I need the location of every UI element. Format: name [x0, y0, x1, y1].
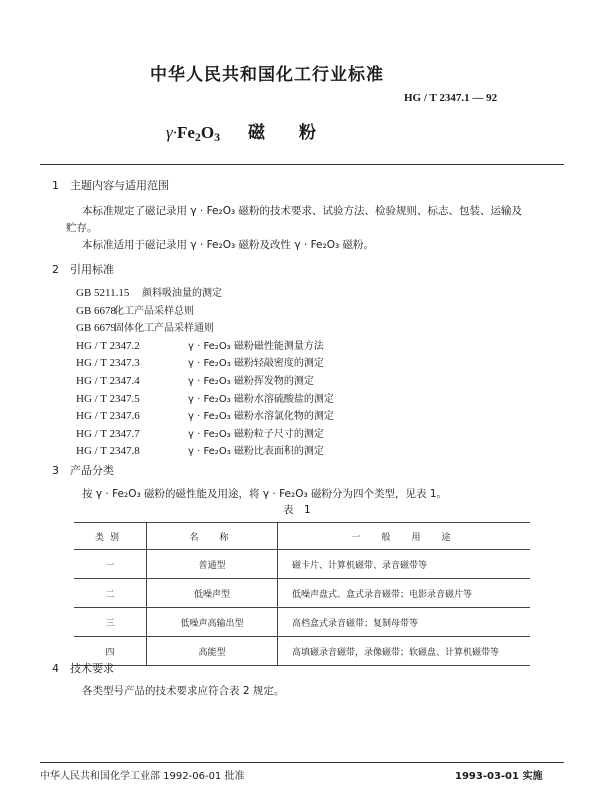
reference-title: 颜料吸油量的测定 — [142, 288, 222, 299]
table-row — [74, 608, 530, 637]
table-row — [74, 579, 530, 608]
section-2-heading: 2 引用标准 — [52, 263, 114, 276]
reference-code: HG / T 2347.6 — [76, 410, 140, 423]
cell-name: 低噪声高输出型 — [147, 608, 278, 637]
col-name-header: 名 称 — [147, 523, 278, 550]
section-1-para1-line1: 本标准规定了磁记录用 γ · Fe₂O₃ 磁粉的技术要求、试验方法、检验规则、标志、包装、运输及 — [82, 205, 523, 217]
reference-code: HG / T 2347.3 — [76, 357, 140, 370]
reference-code: GB 6678 — [76, 304, 117, 317]
reference-code: GB 6679 — [76, 322, 117, 335]
cell-usage: 磁卡片、计算机磁带、录音磁带等 — [278, 550, 531, 579]
reference-item — [76, 372, 314, 387]
reference-item — [76, 354, 324, 369]
effective-date: 1993-03-01 实施 — [455, 771, 543, 782]
reference-code: GB 5211.15 — [76, 287, 130, 299]
reference-item — [76, 425, 324, 440]
reference-code: HG / T 2347.2 — [76, 339, 140, 352]
reference-item — [76, 302, 194, 317]
o-symbol: O — [200, 123, 215, 142]
reference-title: γ · Fe₂O₃ 磁粉水溶氯化物的测定 — [188, 411, 334, 423]
reference-title: γ · Fe₂O₃ 磁粉磁性能测量方法 — [188, 340, 324, 352]
cell-category: 三 — [74, 608, 147, 637]
section-3-para: 按 γ · Fe₂O₃ 磁粉的磁性能及用途，将 γ · Fe₂O₃ 磁粉分为四个类型，见表 1。 — [82, 488, 448, 500]
reference-item — [76, 407, 334, 422]
section-4-heading: 4 技术要求 — [52, 662, 114, 675]
reference-title: γ · Fe₂O₃ 磁粉轻敲密度的测定 — [188, 358, 324, 370]
cell-name: 高能型 — [147, 637, 278, 666]
fe-symbol: Fe — [176, 123, 195, 142]
cell-usage: 高填磁录音磁带，录像磁带；软磁盘、计算机磁带等 — [278, 637, 531, 666]
product-classification-table — [74, 522, 530, 666]
header-divider — [40, 164, 564, 165]
title-chinese: 磁 粉 — [248, 123, 317, 143]
reference-title: γ · Fe₂O₃ 磁粉挥发物的测定 — [188, 376, 314, 387]
reference-code: HG / T 2347.4 — [76, 375, 140, 387]
reference-title: γ · Fe₂O₃ 磁粉水溶硫酸盐的测定 — [188, 393, 334, 405]
standard-code: HG / T 2347.1 — 92 — [404, 92, 498, 104]
reference-item — [76, 337, 324, 352]
cell-name: 普通型 — [147, 550, 278, 579]
footer-divider — [40, 762, 564, 763]
reference-title: 固体化工产品采样通则 — [114, 323, 214, 335]
section-1-para2: 本标准适用于磁记录用 γ · Fe₂O₃ 磁粉及改性 γ · Fe₂O₃ 磁粉。 — [82, 239, 375, 251]
cell-name: 低噪声型 — [147, 579, 278, 608]
gamma-prefix: γ· — [166, 123, 177, 142]
reference-item — [76, 319, 214, 334]
document-title — [166, 118, 316, 143]
cell-category: 四 — [74, 637, 147, 666]
cell-category: 一 — [74, 550, 147, 579]
section-1-heading: 1 主题内容与适用范围 — [52, 179, 169, 192]
cell-category: 二 — [74, 579, 147, 608]
subscript-2: 2 — [194, 130, 201, 144]
table-row — [74, 550, 530, 579]
col-usage-header: 一 般 用 途 — [278, 523, 531, 550]
subscript-3: 3 — [214, 130, 221, 144]
reference-item — [76, 442, 324, 457]
reference-item — [76, 390, 334, 405]
issuing-body-title: 中华人民共和国化工行业标准 — [150, 65, 384, 85]
table-header-row — [74, 523, 530, 550]
table-row — [74, 637, 530, 666]
section-1-para1-line2: 贮存。 — [66, 222, 98, 234]
reference-item — [76, 284, 222, 299]
reference-code: HG / T 2347.8 — [76, 445, 140, 458]
section-4-para: 各类型号产品的技术要求应符合表 2 规定。 — [82, 685, 285, 697]
reference-title: 化工产品采样总则 — [114, 305, 194, 317]
approval-line: 中华人民共和国化学工业部 1992-06-01 批准 — [40, 771, 245, 782]
cell-usage: 高档盒式录音磁带；复制母带等 — [278, 608, 531, 637]
table-1-caption: 表 1 — [283, 504, 311, 516]
reference-code: HG / T 2347.5 — [76, 392, 140, 405]
reference-code: HG / T 2347.7 — [76, 427, 140, 440]
section-3-heading: 3 产品分类 — [52, 464, 114, 477]
reference-title: γ · Fe₂O₃ 磁粉粒子尺寸的测定 — [188, 428, 324, 440]
col-category-header: 类别 — [74, 523, 147, 550]
cell-usage: 低噪声盘式、盒式录音磁带；电影录音磁片等 — [278, 579, 531, 608]
reference-title: γ · Fe₂O₃ 磁粉比表面积的测定 — [188, 446, 324, 458]
